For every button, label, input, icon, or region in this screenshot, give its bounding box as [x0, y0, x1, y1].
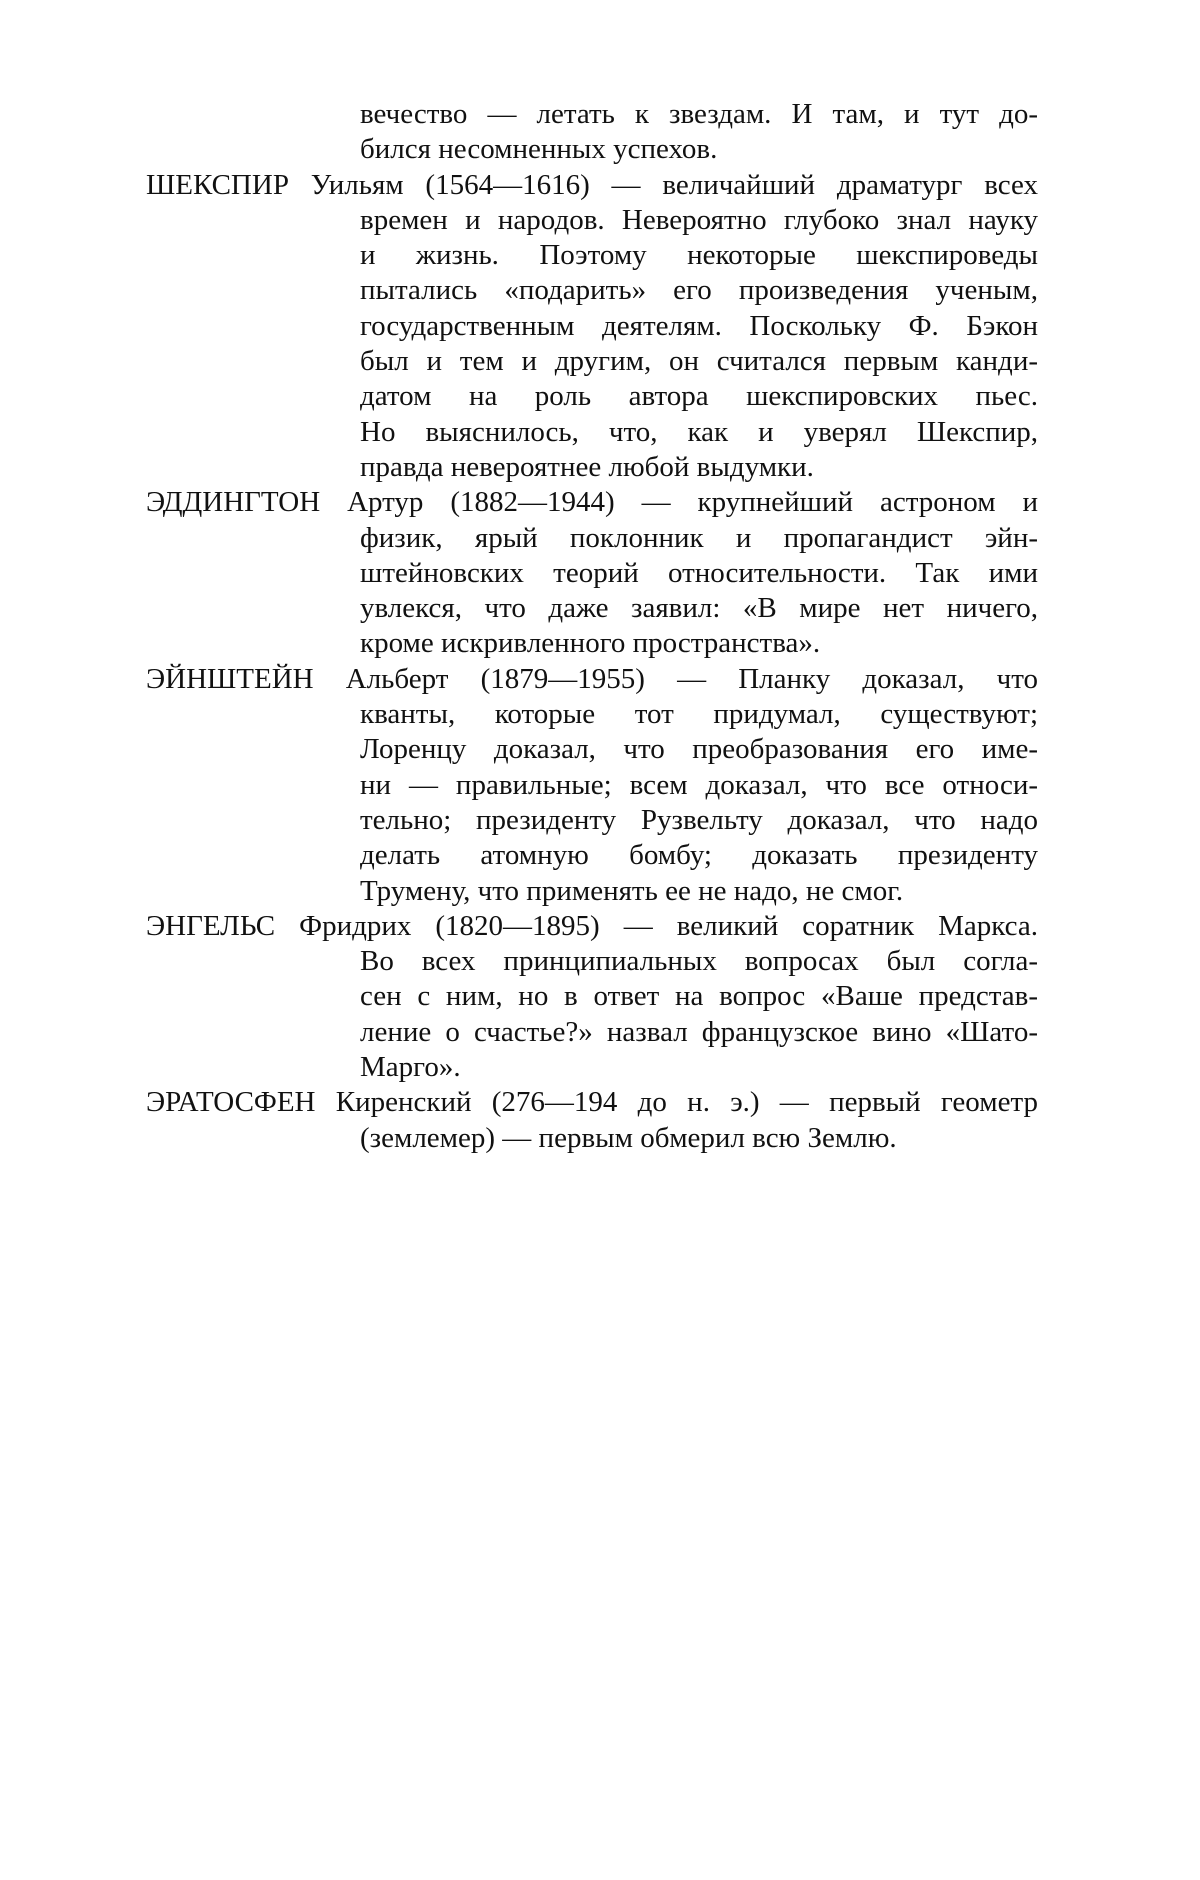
entry-headline: ЭЙНШТЕЙН Альберт (1879—1955) — Планку доказал, что: [146, 662, 1038, 697]
entry-eratosthenes: [146, 1085, 1038, 1156]
text-line: Но выяснилось, что, как и уверял Шекспир,: [360, 415, 1038, 450]
text-line: Марго».: [360, 1050, 1038, 1085]
entry-headline: ЭНГЕЛЬС Фридрих (1820—1895) — великий соратник Маркса.: [146, 909, 1038, 944]
text-line: вечество — летать к звездам. И там, и тут до-: [360, 97, 1038, 132]
text-line: бился несомненных успехов.: [360, 132, 1038, 167]
text-line: Трумену, что применять ее не надо, не смог.: [360, 874, 1038, 909]
entry-engels: [146, 909, 1038, 1085]
entry-eddington: [146, 485, 1038, 661]
text-line: увлекся, что даже заявил: «В мире нет ничего,: [360, 591, 1038, 626]
text-line: Во всех принципиальных вопросах был согла-: [360, 944, 1038, 979]
entry-continuation: [146, 97, 1038, 168]
text-line: сен с ним, но в ответ на вопрос «Ваше представ-: [360, 979, 1038, 1014]
text-line: правда невероятнее любой выдумки.: [360, 450, 1038, 485]
text-line: (землемер) — первым обмерил всю Землю.: [360, 1121, 1038, 1156]
entry-headline: ШЕКСПИР Уильям (1564—1616) — величайший драматург всех: [146, 168, 1038, 203]
text-line: кроме искривленного пространства».: [360, 626, 1038, 661]
book-page: [0, 0, 1200, 1880]
text-line: штейновских теорий относительности. Так ими: [360, 556, 1038, 591]
text-line: ни — правильные; всем доказал, что все относи-: [360, 768, 1038, 803]
text-line: был и тем и другим, он считался первым канди-: [360, 344, 1038, 379]
entry-headline: ЭРАТОСФЕН Киренский (276—194 до н. э.) — первый геометр: [146, 1085, 1038, 1120]
text-line: Лоренцу доказал, что преобразования его име-: [360, 732, 1038, 767]
text-line: ление о счастье?» назвал французское вино «Шато-: [360, 1015, 1038, 1050]
text-line: кванты, которые тот придумал, существуют;: [360, 697, 1038, 732]
text-line: пытались «подарить» его произведения ученым,: [360, 273, 1038, 308]
text-line: и жизнь. Поэтому некоторые шекспироведы: [360, 238, 1038, 273]
entry-shakespeare: [146, 168, 1038, 486]
text-line: тельно; президенту Рузвельту доказал, что надо: [360, 803, 1038, 838]
text-line: физик, ярый поклонник и пропагандист эйн-: [360, 521, 1038, 556]
dictionary-text: [146, 97, 1038, 1156]
text-line: датом на роль автора шекспировских пьес.: [360, 379, 1038, 414]
text-line: времен и народов. Невероятно глубоко знал науку: [360, 203, 1038, 238]
text-line: государственным деятелям. Поскольку Ф. Бэкон: [360, 309, 1038, 344]
text-line: делать атомную бомбу; доказать президенту: [360, 838, 1038, 873]
entry-einstein: [146, 662, 1038, 909]
entry-headline: ЭДДИНГТОН Артур (1882—1944) — крупнейший астроном и: [146, 485, 1038, 520]
